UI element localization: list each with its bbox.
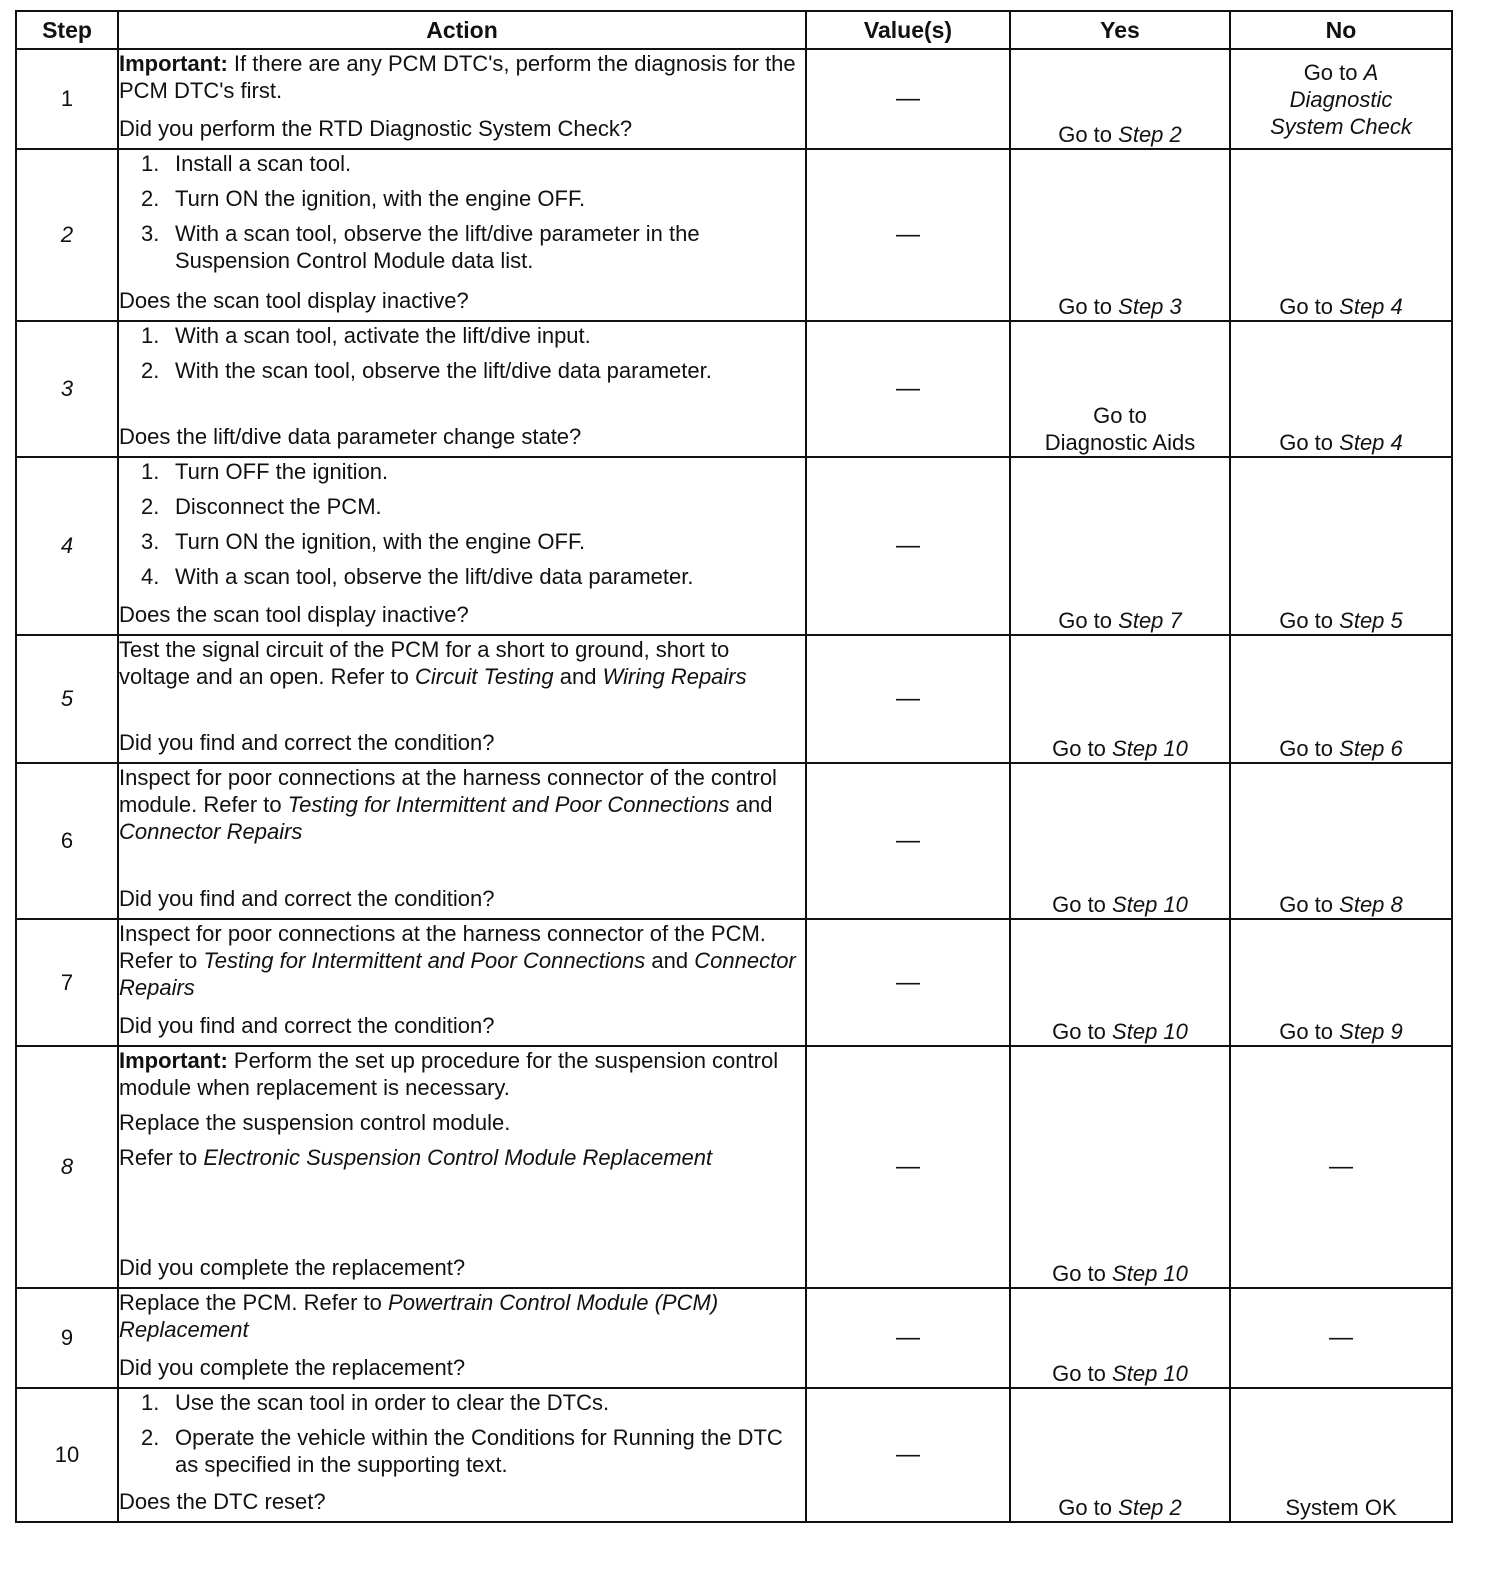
instruction: Test the signal circuit of the PCM for a short to ground, short to voltage and an open. Refer to Circuit Testing and Wiring Repairs — [119, 637, 747, 689]
action-cell — [118, 763, 806, 919]
action-cell — [118, 1288, 806, 1388]
value-cell: — — [806, 919, 1010, 1046]
question: Does the lift/dive data parameter change state? — [119, 424, 582, 449]
no-cell[interactable]: Go to Step 4 — [1230, 149, 1452, 321]
reference-link[interactable]: Connector Repairs — [119, 819, 303, 844]
value-cell: — — [806, 149, 1010, 321]
action-cell — [118, 635, 806, 763]
step-number: 7 — [16, 919, 118, 1046]
value-cell: — — [806, 321, 1010, 457]
no-cell[interactable]: Go to Step 4 — [1230, 321, 1452, 457]
no-cell[interactable]: Go to A Diagnostic System Check — [1230, 49, 1452, 149]
action-cell — [118, 49, 806, 149]
header-action: Action — [118, 11, 806, 49]
header-values: Value(s) — [806, 11, 1010, 49]
reference-link[interactable]: Testing for Intermittent and Poor Connections — [203, 948, 646, 973]
list-item: 1. Turn OFF the ignition. — [141, 459, 389, 484]
table-row — [16, 321, 1452, 457]
step-number: 9 — [16, 1288, 118, 1388]
step-number: 6 — [16, 763, 118, 919]
question: Did you find and correct the condition? — [119, 886, 495, 911]
step-number: 2 — [16, 149, 118, 321]
list-item: 1. Install a scan tool. — [141, 151, 352, 176]
question: Did you find and correct the condition? — [119, 730, 495, 755]
reference-link[interactable]: Testing for Intermittent and Poor Connections — [287, 792, 730, 817]
action-cell — [118, 1388, 806, 1522]
list-item: 2. Operate the vehicle within the Conditions for Running the DTC as specified in the supporting text. — [141, 1425, 783, 1477]
table-row — [16, 1288, 1452, 1388]
table-row — [16, 1388, 1452, 1522]
yes-cell[interactable]: Go to Diagnostic Aids — [1010, 321, 1230, 457]
action-cell — [118, 321, 806, 457]
header-no: No — [1230, 11, 1452, 49]
table-row — [16, 635, 1452, 763]
list-item: 3. With a scan tool, observe the lift/dive parameter in the Suspension Control Module data list. — [141, 221, 700, 273]
reference-link[interactable]: Connector Repairs — [119, 948, 796, 1000]
value-cell: — — [806, 457, 1010, 635]
no-cell[interactable]: Go to Step 5 — [1230, 457, 1452, 635]
yes-cell[interactable]: Go to Step 10 — [1010, 763, 1230, 919]
instruction: Replace the suspension control module. — [119, 1110, 511, 1135]
list-item: 2. Turn ON the ignition, with the engine OFF. — [141, 186, 586, 211]
value-cell: — — [806, 635, 1010, 763]
yes-cell[interactable]: Go to Step 2 — [1010, 49, 1230, 149]
list-item: 1. Use the scan tool in order to clear the DTCs. — [141, 1390, 610, 1415]
step-number: 10 — [16, 1388, 118, 1522]
table-row — [16, 1046, 1452, 1288]
important-note: Important: Perform the set up procedure for the suspension control module when replacement is necessary. — [119, 1048, 779, 1100]
yes-cell[interactable]: Go to Step 2 — [1010, 1388, 1230, 1522]
instruction: Inspect for poor connections at the harness connector of the PCM. Refer to Testing for Intermittent and Poor Connections and Connector Repairs — [119, 921, 796, 1000]
action-cell — [118, 919, 806, 1046]
list-item: 1. With a scan tool, activate the lift/dive input. — [141, 323, 591, 348]
action-cell — [118, 1046, 806, 1288]
yes-cell[interactable]: Go to Step 3 — [1010, 149, 1230, 321]
reference-link[interactable]: Wiring Repairs — [602, 664, 747, 689]
value-cell: — — [806, 1288, 1010, 1388]
step-number: 3 — [16, 321, 118, 457]
list-item: 2. With the scan tool, observe the lift/dive data parameter. — [141, 358, 712, 383]
value-cell: — — [806, 763, 1010, 919]
table-row — [16, 457, 1452, 635]
header-step: Step — [16, 11, 118, 49]
table-row — [16, 919, 1452, 1046]
instruction: Replace the PCM. Refer to Powertrain Control Module (PCM) Replacement — [119, 1290, 719, 1342]
instruction: Inspect for poor connections at the harness connector of the control module. Refer to Testing for Intermittent and Poor Connections and Connector Repairs — [119, 765, 777, 844]
question: Did you complete the replacement? — [119, 1355, 466, 1380]
step-number: 4 — [16, 457, 118, 635]
yes-cell[interactable]: Go to Step 7 — [1010, 457, 1230, 635]
table-row — [16, 149, 1452, 321]
list-item: 2. Disconnect the PCM. — [141, 494, 382, 519]
no-cell[interactable]: Go to Step 8 — [1230, 763, 1452, 919]
list-item: 3. Turn ON the ignition, with the engine OFF. — [141, 529, 586, 554]
reference-link[interactable]: Electronic Suspension Control Module Replacement — [203, 1145, 713, 1170]
step-number: 5 — [16, 635, 118, 763]
table-row — [16, 49, 1452, 149]
question: Did you perform the RTD Diagnostic System Check? — [119, 116, 633, 141]
important-note: Important: If there are any PCM DTC's, perform the diagnosis for the PCM DTC's first. — [119, 51, 796, 103]
table-row — [16, 763, 1452, 919]
reference-link[interactable]: Powertrain Control Module (PCM) Replacement — [119, 1290, 719, 1342]
instruction: Refer to Electronic Suspension Control Module Replacement — [119, 1145, 713, 1170]
question: Does the scan tool display inactive? — [119, 602, 469, 627]
header-row — [16, 11, 1452, 49]
no-cell: System OK — [1230, 1388, 1452, 1522]
no-cell[interactable]: Go to Step 6 — [1230, 635, 1452, 763]
value-cell: — — [806, 1046, 1010, 1288]
no-cell: — — [1230, 1046, 1452, 1288]
action-cell — [118, 149, 806, 321]
yes-cell[interactable]: Go to Step 10 — [1010, 919, 1230, 1046]
question: Does the scan tool display inactive? — [119, 288, 469, 313]
step-number: 8 — [16, 1046, 118, 1288]
no-cell: — — [1230, 1288, 1452, 1388]
yes-cell[interactable]: Go to Step 10 — [1010, 1046, 1230, 1288]
reference-link[interactable]: Circuit Testing — [415, 664, 554, 689]
no-cell[interactable]: Go to Step 9 — [1230, 919, 1452, 1046]
step-number: 1 — [16, 49, 118, 149]
diagnostic-table — [15, 10, 1453, 1523]
action-cell — [118, 457, 806, 635]
yes-cell[interactable]: Go to Step 10 — [1010, 1288, 1230, 1388]
list-item: 4. With a scan tool, observe the lift/dive data parameter. — [141, 564, 694, 589]
question: Does the DTC reset? — [119, 1489, 326, 1514]
header-yes: Yes — [1010, 11, 1230, 49]
yes-cell[interactable]: Go to Step 10 — [1010, 635, 1230, 763]
question: Did you complete the replacement? — [119, 1255, 466, 1280]
value-cell: — — [806, 1388, 1010, 1522]
question: Did you find and correct the condition? — [119, 1013, 495, 1038]
value-cell: — — [806, 49, 1010, 149]
